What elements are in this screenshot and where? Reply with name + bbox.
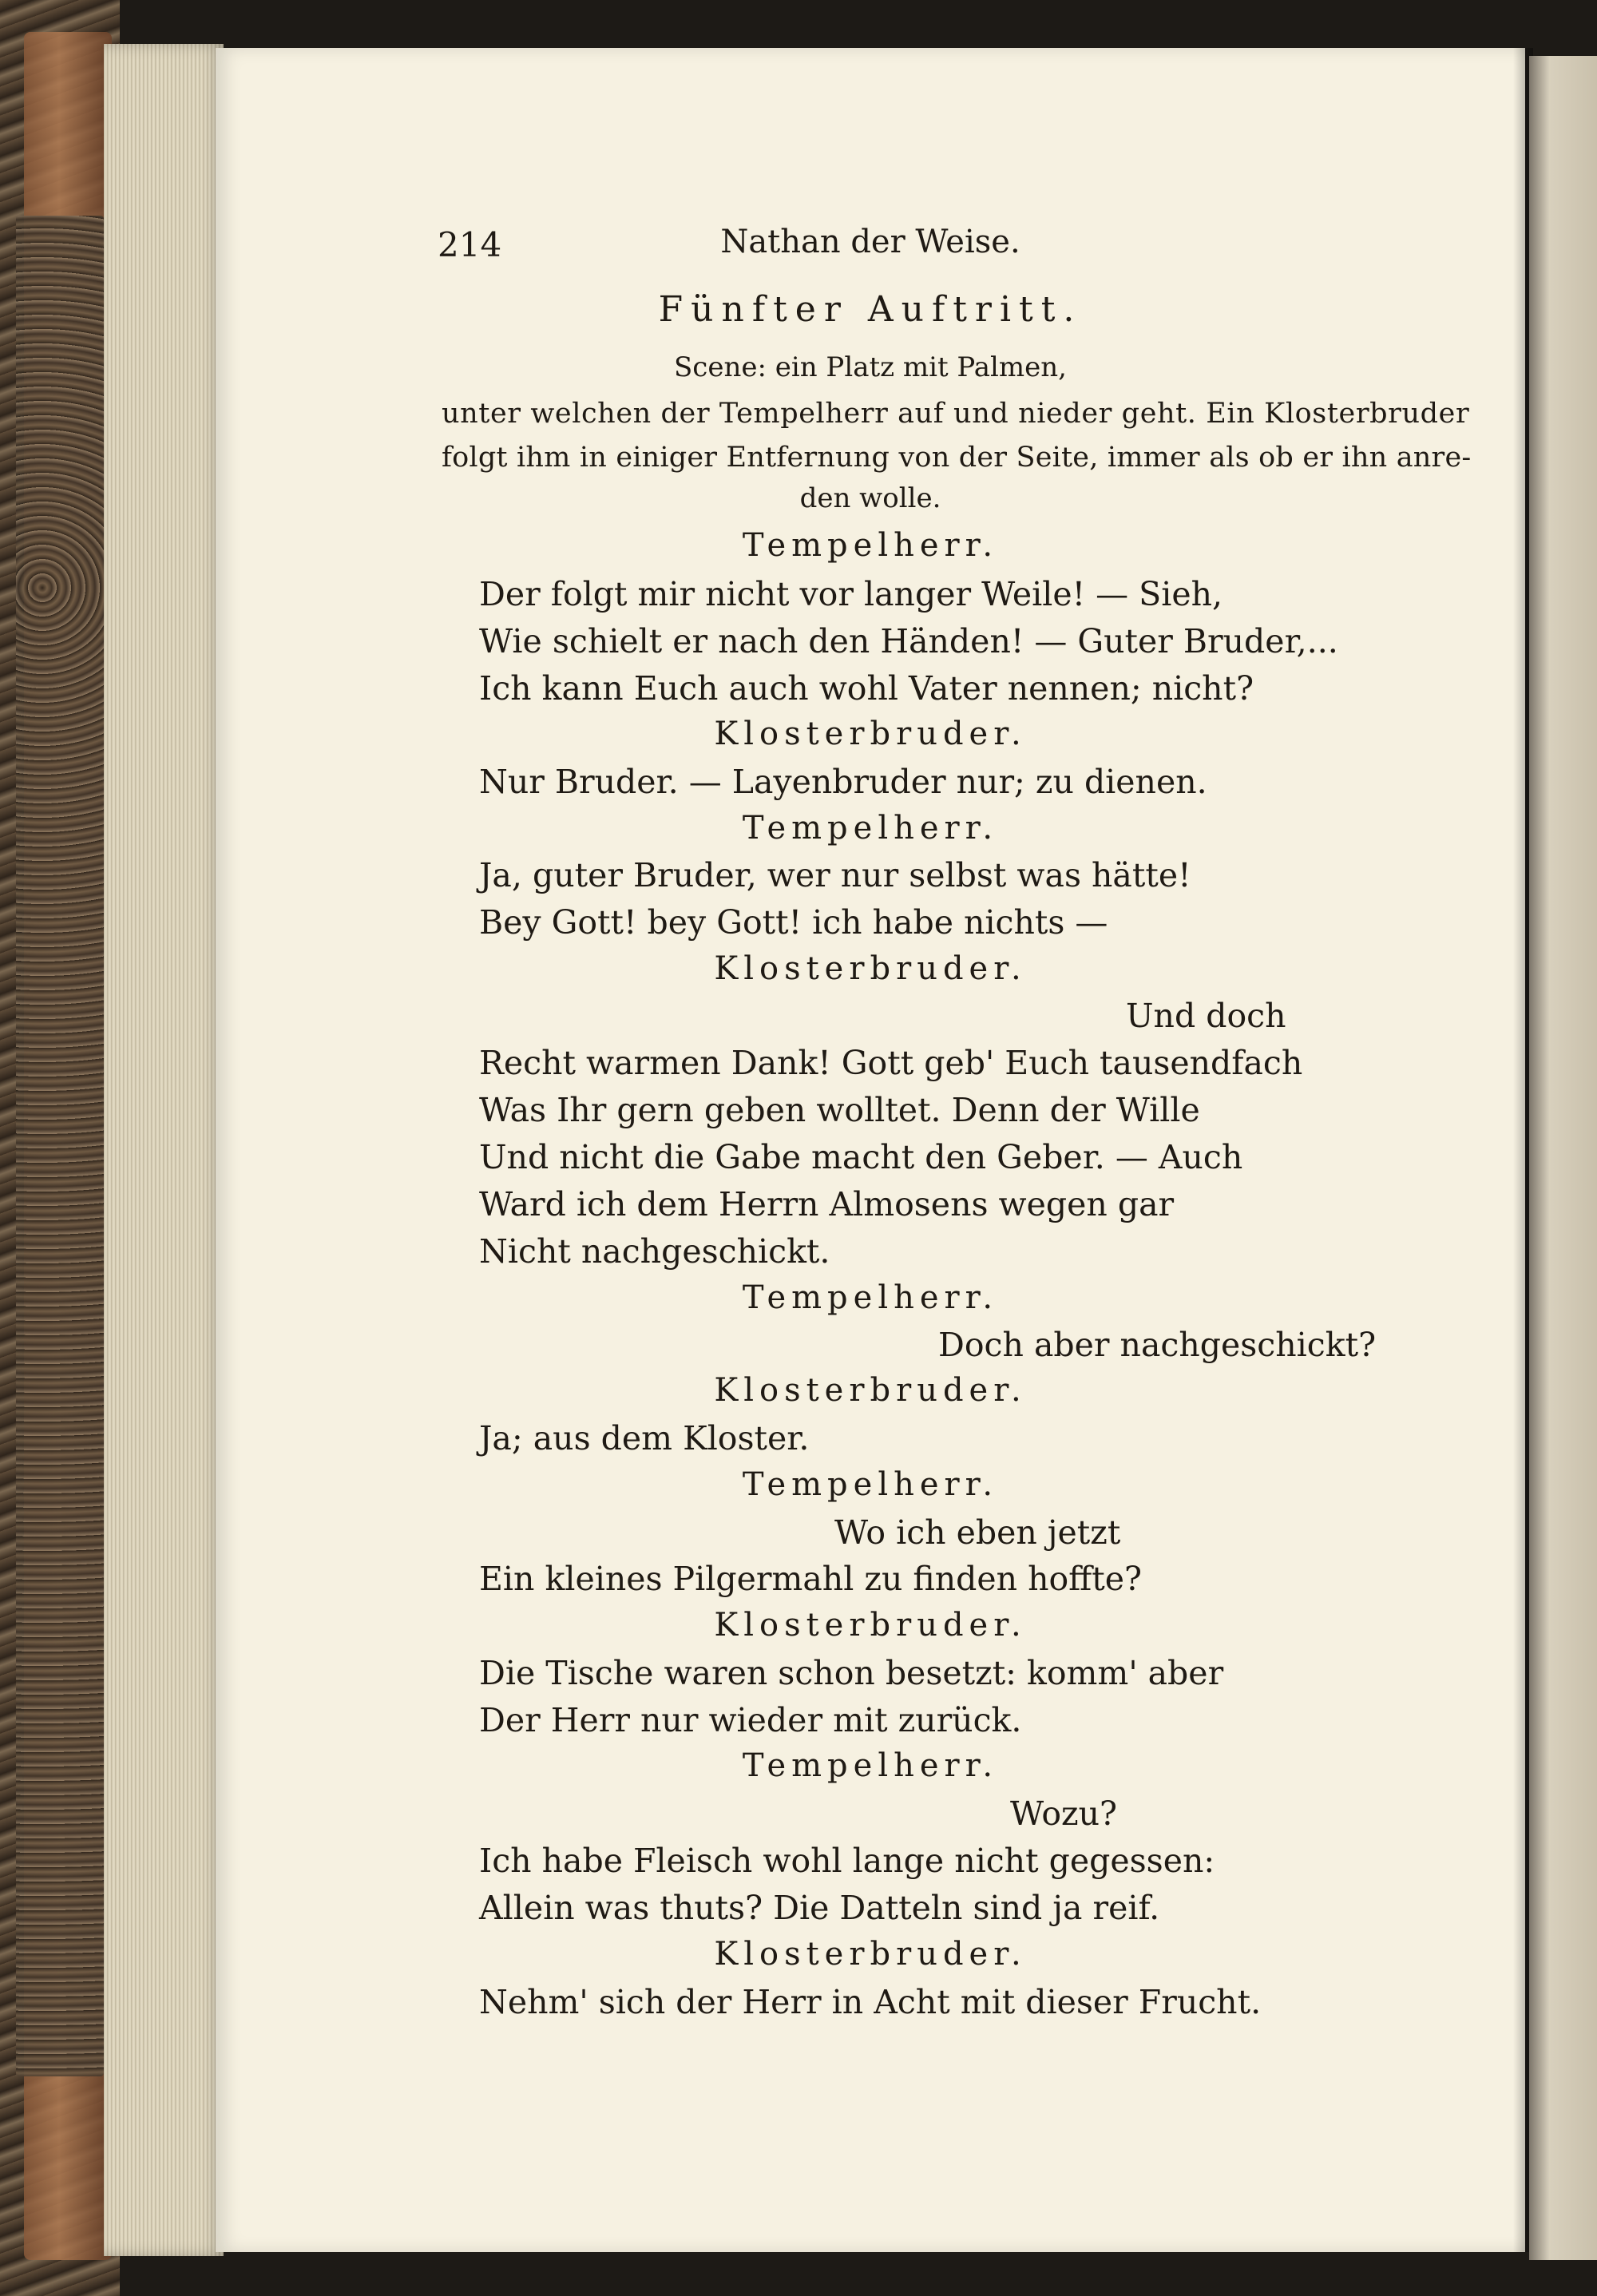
verse-line: Ward ich dem Herrn Almosens wegen gar — [479, 1185, 1175, 1223]
speaker-name: Klosterbruder. — [714, 1372, 1027, 1409]
verse-line: Der Herr nur wieder mit zurück. — [479, 1701, 1022, 1739]
stage-direction-2: folgt ihm in einiger Entfernung von der Seite, immer als ob er ihn anre- — [442, 442, 1472, 474]
stage-direction-3: den wolle. — [799, 482, 941, 514]
page-number: 214 — [438, 225, 502, 264]
speaker-name: Klosterbruder. — [714, 716, 1027, 752]
speaker-name: Klosterbruder. — [714, 950, 1027, 987]
verse-line: Nur Bruder. — Layenbruder nur; zu dienen. — [479, 763, 1207, 801]
scene-heading: Fünfter Auftritt. — [658, 289, 1083, 330]
running-title: Nathan der Weise. — [720, 224, 1020, 260]
verse-line: Ich kann Euch auch wohl Vater nennen; nicht? — [479, 669, 1254, 708]
speaker-name: Klosterbruder. — [714, 1936, 1027, 1973]
verse-line: Und nicht die Gabe macht den Geber. — Auch — [479, 1138, 1243, 1176]
verse-line: Der folgt mir nicht vor langer Weile! — Sieh, — [479, 575, 1223, 613]
verse-line: Nehm' sich der Herr in Acht mit dieser Frucht. — [479, 1983, 1262, 2021]
verse-line-continuation: Wozu? — [1010, 1794, 1118, 1833]
verse-line-continuation: Und doch — [1126, 997, 1286, 1035]
verse-line-continuation: Doch aber nachgeschickt? — [938, 1326, 1377, 1364]
facing-page-edge — [1529, 56, 1597, 2260]
speaker-name: Tempelherr. — [742, 1747, 999, 1784]
verse-line: Nicht nachgeschickt. — [479, 1232, 830, 1271]
stage-direction-1: unter welchen der Tempelherr auf und nieder geht. Ein Klosterbruder — [442, 398, 1470, 430]
speaker-name: Klosterbruder. — [714, 1607, 1027, 1644]
verse-line: Ein kleines Pilgermahl zu finden hoffte? — [479, 1560, 1143, 1598]
scene-setting: Scene: ein Platz mit Palmen, — [674, 351, 1067, 383]
speaker-name: Tempelherr. — [742, 1466, 999, 1503]
verse-line: Recht warmen Dank! Gott geb' Euch tausendfach — [479, 1044, 1303, 1082]
verse-line: Ich habe Fleisch wohl lange nicht gegessen: — [479, 1842, 1215, 1880]
verse-line: Wie schielt er nach den Händen! — Guter Bruder,... — [479, 622, 1338, 660]
speaker-name: Tempelherr. — [742, 1279, 999, 1316]
verse-line: Ja; aus dem Kloster. — [479, 1419, 810, 1457]
verse-line: Bey Gott! bey Gott! ich habe nichts — — [479, 903, 1108, 942]
verse-line-continuation: Wo ich eben jetzt — [834, 1513, 1121, 1552]
verse-line: Was Ihr gern geben wolltet. Denn der Wille — [479, 1091, 1200, 1129]
speaker-name: Tempelherr. — [742, 527, 999, 564]
verse-line: Die Tische waren schon besetzt: komm' aber — [479, 1654, 1224, 1692]
speaker-name: Tempelherr. — [742, 810, 999, 847]
verse-line: Ja, guter Bruder, wer nur selbst was hätte! — [479, 856, 1191, 894]
verse-line: Allein was thuts? Die Datteln sind ja reif. — [479, 1889, 1160, 1927]
